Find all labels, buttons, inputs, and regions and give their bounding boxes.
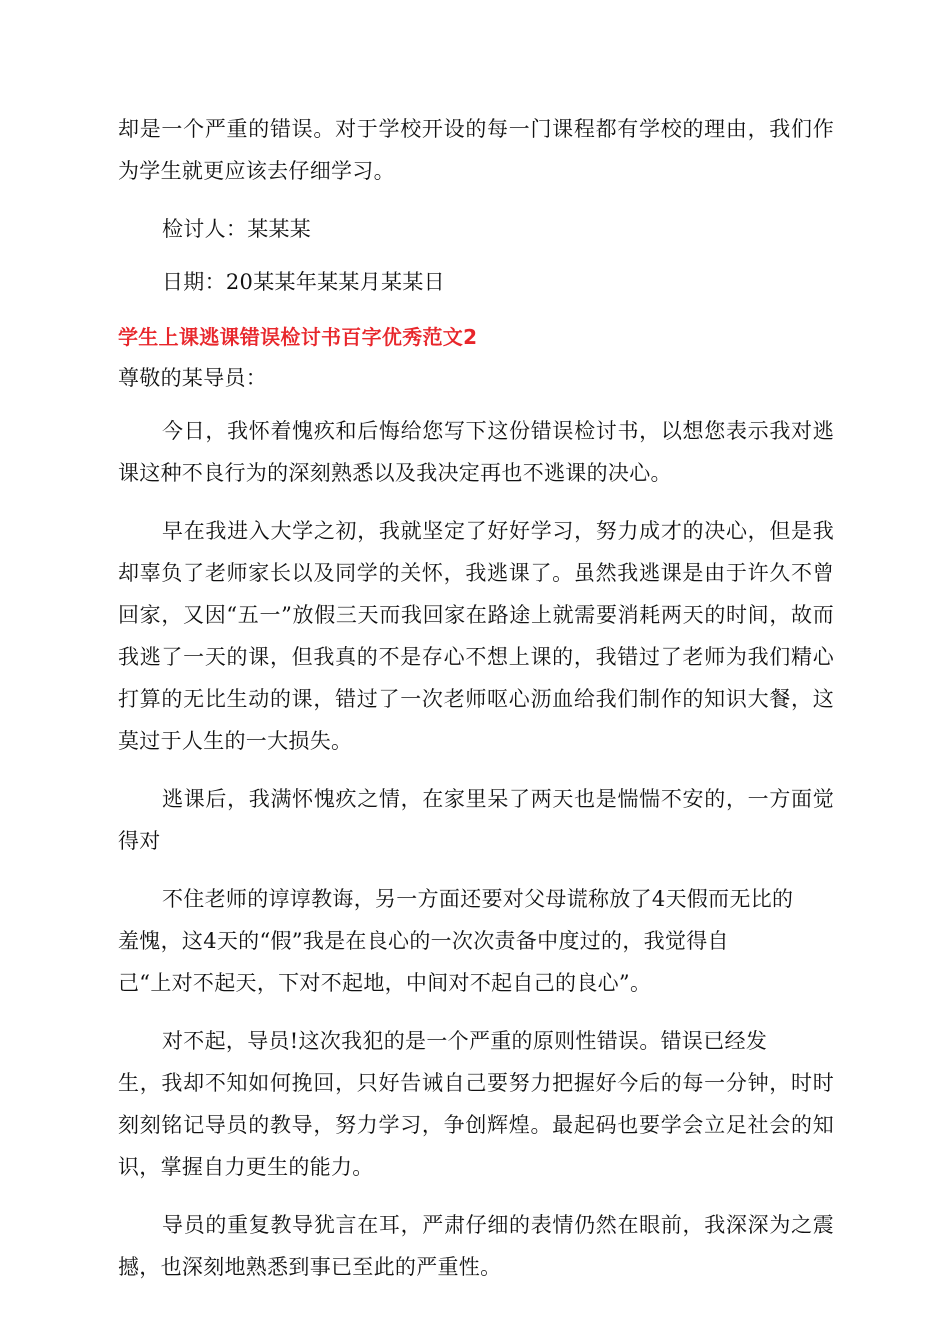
- paragraph-4-line-1: 不住老师的谆谆教诲，另一方面还要对父母谎称放了4天假而无比的: [162, 887, 794, 911]
- paragraph-5-rest: 生，我却不知如何挽回，只好告诫自己要努力把握好今后的每一分钟，时时刻刻铭记导员的教导，努力学习，争创辉煌。最起码也要学会立足社会的知识，掌握自力更生的能力。: [118, 1071, 834, 1179]
- date-line: 日期：20某某年某某月某某日: [162, 270, 445, 294]
- paragraph-4-line-2: 羞愧，这4天的“假”我是在良心的一次次责备中度过的，我觉得自: [118, 929, 729, 953]
- paragraph-6: 导员的重复教导犹言在耳，严肃仔细的表情仍然在眼前，我深深为之震撼，也深刻地熟悉到事已至此的严重性。: [118, 1213, 834, 1279]
- paragraph-2: 早在我进入大学之初，我就坚定了好好学习，努力成才的决心，但是我却辜负了老师家长以及同学的关怀，我逃课了。虽然我逃课是由于许久不曾回家，又因“五一”放假三天而我回家在路途上就需要消耗两天的时间，故而我逃了一天的课，但我真的不是存心不想上课的，我错过了老师为我们精心打算的无比生动的课，错过了一次老师呕心沥血给我们制作的知识大餐，这莫过于人生的一大损失。: [118, 519, 834, 753]
- paragraph-5: [118, 1020, 834, 1188]
- paragraph-continuation: 却是一个严重的错误。对于学校开设的每一门课程都有学校的理由，我们作为学生就更应该去仔细学习。: [118, 117, 834, 183]
- paragraph-3: 逃课后，我满怀愧疚之情，在家里呆了两天也是惴惴不安的，一方面觉得对: [118, 787, 834, 853]
- paragraph-4-line-3: 己“上对不起天，下对不起地，中间对不起自己的良心”。: [118, 971, 652, 995]
- paragraph-4: [118, 878, 834, 1004]
- section-heading: 学生上课逃课错误检讨书百字优秀范文2: [118, 325, 478, 349]
- paragraph-1: 今日，我怀着愧疚和后悔给您写下这份错误检讨书，以想您表示我对逃课这种不良行为的深刻熟悉以及我决定再也不逃课的决心。: [118, 419, 834, 485]
- document-body: [118, 108, 834, 1288]
- signer-line: 检讨人：某某某: [162, 217, 312, 241]
- salutation: 尊敬的某导员：: [118, 366, 268, 390]
- paragraph-5-line-1: 对不起，导员!这次我犯的是一个严重的原则性错误。错误已经发: [162, 1029, 768, 1053]
